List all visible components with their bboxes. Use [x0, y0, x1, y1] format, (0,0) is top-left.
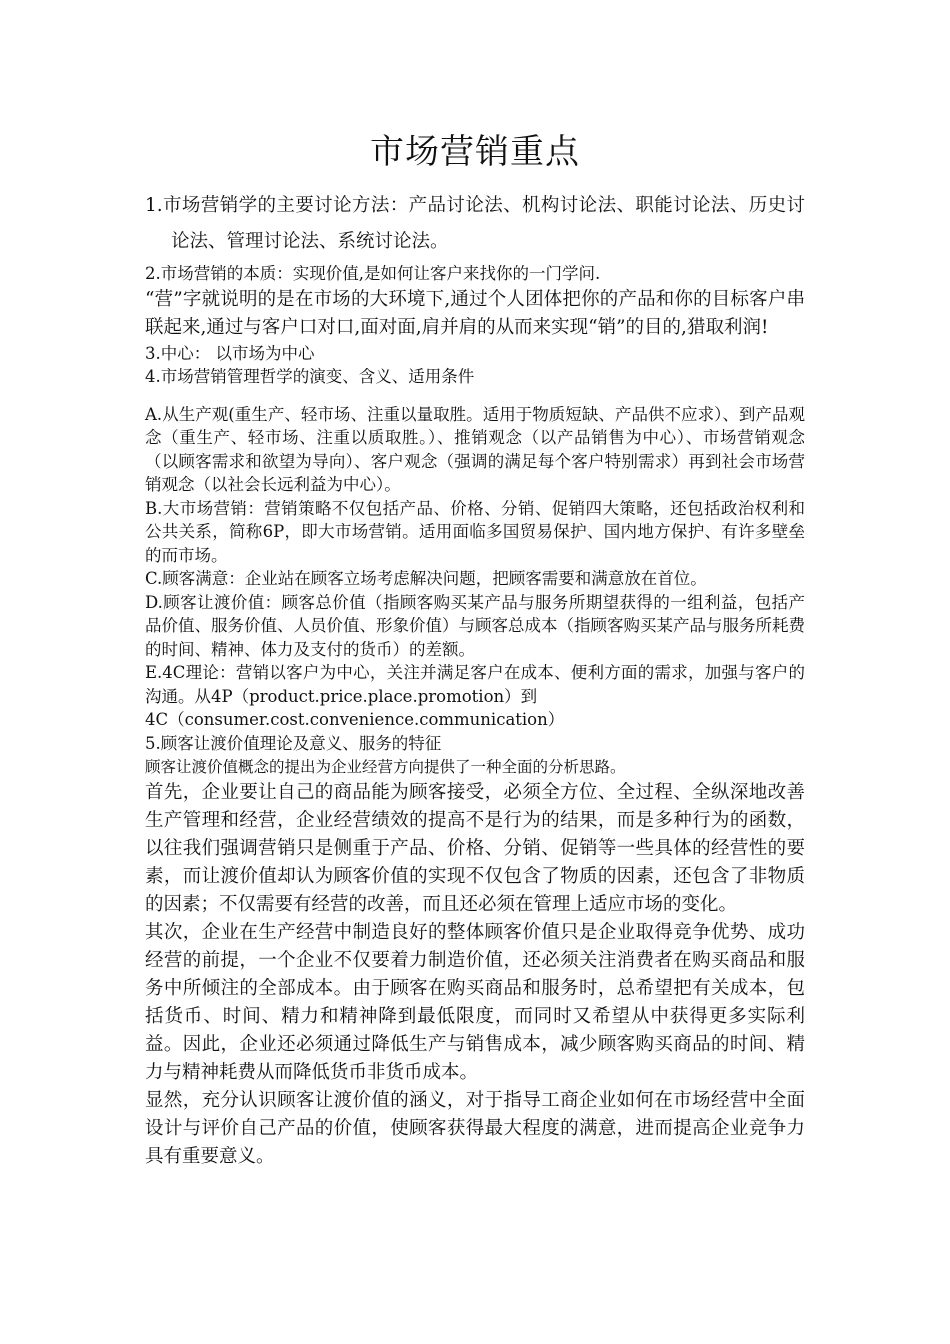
- item-5-heading: 5.顾客让渡价值理论及意义、服务的特征: [145, 733, 442, 753]
- paragraph-second: 其次，企业在生产经营中制造良好的整体顾客价值只是企业取得竞争优势、成功经营的前提，一个企业不仅要着力制造价值，还必须关注消费者在购买商品和服务中所倾注的全部成本。由于顾客在购买商品和服务时，总希望把有关成本，包括货币、时间、精力和精神降到最低限度，而同时又希望从中获得更多实际利益。因此，企业还必须通过降低生产与销售成本，减少顾客购买商品的时间、精力与精神耗费从而降低货币非货币成本。: [145, 922, 805, 1083]
- paragraph-value-intro: 顾客让渡价值概念的提出为企业经营方向提供了一种全面的分析思路。: [145, 758, 626, 776]
- item-b-mega-marketing: B.大市场营销：营销策略不仅包括产品、价格、分销、促销四大策略，还包括政治权利和公共关系，简称6P，即大市场营销。适用面临多国贸易保护、国内地方保护、有许多壁垒的而市场。: [145, 498, 805, 565]
- paragraph-conclusion: 显然，充分认识顾客让渡价值的涵义，对于指导工商企业如何在市场经营中全面设计与评价自己产品的价值，使顾客获得最大程度的满意，进而提高企业竞争力具有重要意义。: [145, 1090, 805, 1167]
- page-title: 市场营销重点: [370, 132, 580, 172]
- item-e-4c-list: 4C（consumer.cost.convenience.communication）: [145, 710, 565, 729]
- paragraph-first: 首先，企业要让自己的商品能为顾客接受，必须全方位、全过程、全纵深地改善生产管理和经营，企业经营绩效的提高不是行为的结果，而是多种行为的函数，以往我们强调营销只是侧重于产品、价格、分销、促销等一些具体的经营性的要素，而让渡价值却认为顾客价值的实现不仅包含了物质的因素，还包含了非物质的因素；不仅需要有经营的改善，而且还必须在管理上适应市场的变化。: [145, 782, 805, 915]
- item-3-center: 3.中心： 以市场为中心: [145, 343, 315, 363]
- item-a-production-concept: A.从生产观(重生产、轻市场、注重以量取胜。适用于物质短缺、产品供不应求）、到产品观念（重生产、轻市场、注重以质取胜。）、推销观念（以产品销售为中心）、市场营销观念（以顾客需求和欲望为导向）、客户观念（强调的满足每个客户特别需求）再到社会市场营销观念（以社会长远利益为中心）。: [145, 404, 805, 494]
- item-1-research-methods: 1.市场营销学的主要讨论方法：产品讨论法、机构讨论法、职能讨论法、历史讨论法、管理讨论法、系统讨论法。: [145, 195, 805, 252]
- item-2-marketing-essence: 2.市场营销的本质：实现价值,是如何让客户来找你的一门学问.: [145, 264, 601, 283]
- item-e-4c-theory: E.4C理论：营销以客户为中心，关注并满足客户在成本、便利方面的需求，加强与客户的沟通。从4P（product.price.place.promotion）到: [145, 663, 805, 706]
- paragraph-ying-explanation: “营”字就说明的是在市场的大环境下,通过个人团体把你的产品和你的目标客户串联起来,通过与客户口对口,面对面,肩并肩的从而来实现“销”的目的,猎取利润!: [145, 288, 805, 338]
- item-d-customer-delivered-value: D.顾客让渡价值：顾客总价值（指顾客购买某产品与服务所期望获得的一组利益，包括产品价值、服务价值、人员价值、形象价值）与顾客总成本（指顾客购买某产品与服务所耗费的时间、精神、体力及支付的货币）的差额。: [145, 592, 805, 659]
- item-4-philosophy-heading: 4.市场营销管理哲学的演变、含义、适用条件: [145, 367, 475, 386]
- item-c-customer-satisfaction: C.顾客满意：企业站在顾客立场考虑解决问题，把顾客需要和满意放在首位。: [145, 569, 707, 588]
- document-body: [145, 188, 805, 1171]
